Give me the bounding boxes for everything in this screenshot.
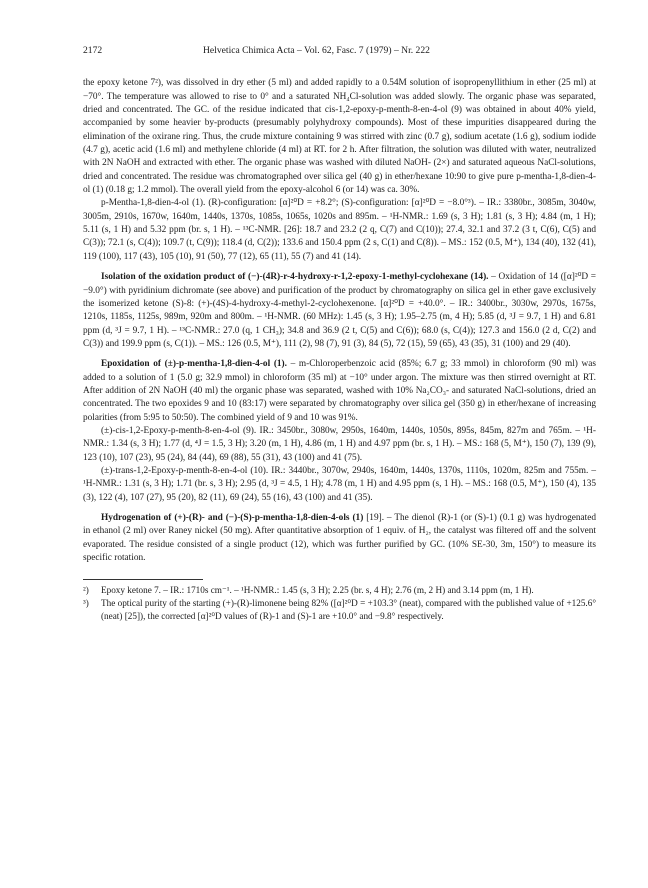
footnote-text: The optical purity of the starting (+)-(R)-limonene being 82% ([α]²⁰D = +103.3° (neat), compared with the published value of +125.6° (neat) [25]), the corrected [α]²⁰D values of (R)-1 and (S)-1 are +10.0° and −9.8° respectively. bbox=[101, 598, 596, 622]
footnote bbox=[83, 584, 596, 597]
footnote bbox=[83, 597, 596, 623]
paragraph-dienol-data: p-Mentha-1,8-dien-4-ol (1). (R)-configuration: [α]²⁰D = +8.2°; (S)-configuration: [α]²⁰D = −8.0°³). – IR.: 3380br., 3085m, 3040w, 3005m, 2910s, 1670w, 1640m, 1440s, 1370s, 1085s, 1065s, 1020s and 895m. – ¹H-NMR.: 1.69 (s, 3 H); 1.81 (s, 3 H); 4.84 (m, 1 H); 5.11 (s, 1 H) and 5.32 ppm (br. s, 1 H). – ¹³C-NMR. [26]: 18.7 and 23.2 (2 q, C(7) and C(10)); 27.4, 32.1 and 37.2 (3 t, C(6), C(5) and C(3)); 72.1 (s, C(4)); 109.7 (t, C(9)); 118.4 (d, C(2)); 133.6 and 150.4 ppm (2 s, C(1) and C(8)). – MS.: 152 (0.5, M⁺), 134 (40), 132 (41), 119 (100), 117 (43), 105 (10), 91 (50), 77 (12), 65 (11), 55 (7) and 41 (14). bbox=[83, 198, 596, 262]
paragraph-trans-epoxide: (±)-trans-1,2-Epoxy-p-menth-8-en-4-ol (10). IR.: 3440br., 3070w, 2940s, 1640m, 1440s, 1370s, 1110s, 1020m, 825m and 755m. – ¹H-NMR.: 1.31 (s, 3 H); 1.71 (br. s, 3 H); 2.95 (d, ³J = 4.5, 1 H); 4.78 (m, 1 H) and 4.95 ppm (s, 1 H). – MS.: 168 (0.5, M⁺), 150 (4), 135 (3), 122 (4), 107 (27), 95 (20), 82 (11), 69 (24), 55 (16), 43 (100) and 41 (35). bbox=[83, 465, 596, 503]
section-body: – m-Chloroperbenzoic acid (85%; 6.7 g; 33 mmol) in chloroform (90 ml) was added to a solution of 1 (5.0 g; 32.9 mmol) in chloroform (35 ml) at −10° under argon. The mixture was then stirred overnight at RT. After addition of 2N NaOH (40 ml) the organic phase was separated, washed with 10% Na₂CO₃- and saturated NaCl-solutions, dried an concentrated. The two epoxides 9 and 10 (83:17) were separated by chromatography over silica gel (350 g) in ether/hexane of increasing polarities (from 5:95 to 50:50). The combined yield of 9 and 10 was 91%. bbox=[83, 359, 596, 423]
section-heading: Hydrogenation of (+)-(R)- and (−)-(S)-p-mentha-1,8-dien-4-ols (1) bbox=[101, 513, 364, 523]
section-heading: Isolation of the oxidation product of (−)-(4R)-r-4-hydroxy-r-1,2-epoxy-1-methyl-cyclohexane (14). bbox=[101, 272, 489, 283]
section-oxidation bbox=[83, 271, 596, 351]
paragraph-synthesis: the epoxy ketone 7²), was dissolved in dry ether (5 ml) and added rapidly to a 0.54M solution of isopropenyllithium in ether (25 ml) at −70°. The temperature was allowed to rise to 0° and a saturated NH₄Cl-solution was added slowly. The organic phase was separated, dried and concentrated. The GC. of the residue indicated that cis-1,2-epoxy-p-menth-8-en-4-ol (9) was obtained in about 40% yield, accompanied by some heavier by-products (presumably polyhydroxy compounds). Most of these impurities disappeared during the elimination of the oxirane ring. Thus, the crude mixture containing 9 was stirred with zinc (0.7 g), sodium acetate (1.6 g), sodium iodide (4.7 g), acetic acid (1.6 ml) and methylene chloride (4 ml) at RT. for 2 h. After filtration, the solution was diluted with water, neutralized with 2N NaOH and extracted with ether. The organic phase was washed with diluted NaOH- (2×) and saturated aqueous NaCl-solutions, dried and concentrated. The residue was chromatographed over silica gel (40 g) in ether/hexane 10:90 to give pure p-mentha-1,8-dien-4-ol (1) (0.18 g; 1.2 mmol). The overall yield from the epoxy-alcohol 6 (or 14) was ca. 30%. bbox=[83, 78, 596, 196]
footnote-mark: ³) bbox=[83, 598, 89, 609]
section-body: – Oxidation of 14 ([α]²⁰D = −9.0°) with pyridinium dichromate (see above) and purification of the product by chromatography on silica gel in ether gave exclusively the isomerized ketone (S)-8: (+)-(4S)-4-hydroxy-4-methyl-2-cyclohexenone. [α]²⁰D = +40.0°. – IR.: 3400br., 3030w, 2970s, 1675s, 1210s, 1185s, 1125s, 989m, 920m and 800m. – ¹H-NMR. (60 MHz): 1.45 (s, 3 H); 1.95–2.75 (m, 4 H); 5.85 (d, ³J = 9.7, 1 H) and 6.81 ppm (d, ³J = 9.7, 1 H). – ¹³C-NMR.: 27.0 (q, 1 CH₃); 34.8 and 36.9 (2 t, C(5) and C(6)); 68.0 (s, C(4)); 127.3 and 156.0 (2 d, C(2) and C(3)) and 199.9 ppm (s, C(1)). – MS.: 126 (0.5, M⁺), 111 (2), 98 (7), 91 (3), 84 (5), 72 (15), 59 (65), 43 (35), 31 (100) and 29 (40). bbox=[83, 272, 596, 349]
page-header bbox=[83, 44, 596, 57]
section-hydrogenation bbox=[83, 512, 596, 565]
section-heading: Epoxidation of (±)-p-mentha-1,8-dien-4-ol (1). bbox=[101, 359, 287, 370]
journal-title: Helvetica Chimica Acta – Vol. 62, Fasc. 7 (1979) – Nr. 222 bbox=[203, 45, 430, 56]
page-number: 2172 bbox=[83, 45, 103, 56]
section-epoxidation bbox=[83, 358, 596, 425]
section-body: [19]. – The dienol (R)-1 (or (S)-1) (0.1 g) was hydrogenated in ethanol (2 ml) over Raney nickel (50 mg). After quantitative absorption of 1 equiv. of H₂, the catalyst was filtered off and the solvent evaporated. The residue consisted of a single product (12), which was further purified by GC. (10% SE-30, 3m, 150°) to measure its specific rotation. bbox=[83, 513, 597, 564]
footnote-divider bbox=[83, 579, 203, 580]
footnote-mark: ²) bbox=[83, 585, 89, 596]
paragraph-cis-epoxide: (±)-cis-1,2-Epoxy-p-menth-8-en-4-ol (9). IR.: 3450br., 3080w, 2950s, 1640m, 1440s, 1050s, 895s, 845m, 827m and 765m. – ¹H-NMR.: 1.34 (s, 3 H); 1.77 (d, ⁴J = 1.5, 3 H); 3.20 (m, 1 H), 4.86 (m, 1 H) and 4.97 ppm (br. s, 1 H). – MS.: 168 (5, M⁺), 150 (7), 139 (9), 123 (10), 107 (23), 95 (24), 84 (44), 69 (88), 55 (31), 43 (100) and 41 (75). bbox=[83, 425, 596, 463]
footnote-text: Epoxy ketone 7. – IR.: 1710s cm⁻¹. – ¹H-NMR.: 1.45 (s, 3 H); 2.25 (br. s, 4 H); 2.76 (m, 2 H) and 3.14 ppm (m, 1 H). bbox=[101, 585, 534, 596]
